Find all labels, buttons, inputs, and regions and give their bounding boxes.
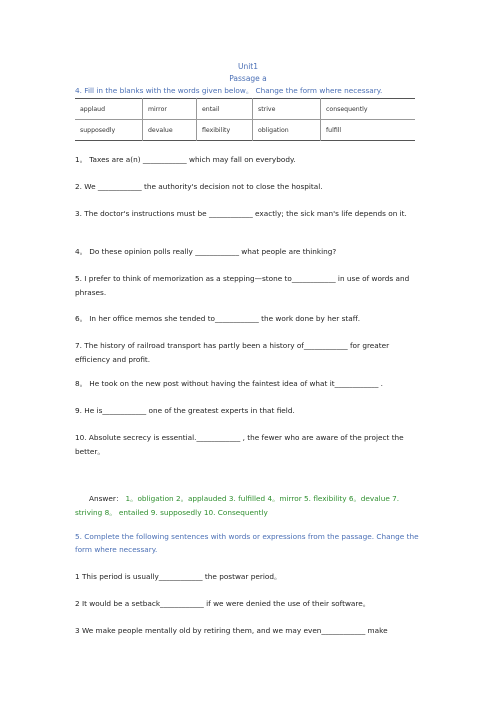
word-bank-row xyxy=(75,120,415,141)
passage-heading: Passage a xyxy=(229,74,267,83)
answer-key xyxy=(75,492,425,520)
word-cell: obligation xyxy=(253,120,321,141)
question-5: 5. I prefer to think of memorization as a stepping—stone to____________ in use of words and phrases. xyxy=(75,274,410,297)
word-cell: mirror xyxy=(143,99,197,120)
word-cell: strive xyxy=(253,99,321,120)
question-2: 2. We ____________ the authority's decision not to close the hospital. xyxy=(75,182,323,191)
question-9: 9. He is____________ one of the greatest experts in that field. xyxy=(75,406,295,415)
section5-question-1: 1 This period is usually____________ the postwar period。 xyxy=(75,572,282,581)
section5-instruction: 5. Complete the following sentences with words or expressions from the passage. Change the form where necessary. xyxy=(75,532,419,554)
question-3: 3. The doctor's instructions must be ____________ exactly; the sick man's life depends on it. xyxy=(75,209,407,218)
question-4: 4。 Do these opinion polls really ____________ what people are thinking? xyxy=(75,247,337,256)
question-8: 8。 He took on the new post without having the faintest idea of what it____________ . xyxy=(75,379,384,388)
answer-label: Answer： xyxy=(89,494,124,503)
word-cell: consequently xyxy=(321,99,416,120)
word-cell: fulfill xyxy=(326,126,342,134)
word-bank-row xyxy=(75,99,415,120)
section4-instruction: 4. Fill in the blanks with the words given below。 Change the form where necessary. xyxy=(75,86,383,95)
word-cell: entail xyxy=(197,99,253,120)
word-cell: devalue xyxy=(143,120,197,141)
section5-question-2: 2 It would be a setback____________ if we were denied the use of their software。 xyxy=(75,599,371,608)
word-bank-table xyxy=(75,98,415,141)
word-cell: flexibility xyxy=(197,120,253,141)
question-1: 1。 Taxes are a(n) ____________ which may fall on everybody. xyxy=(75,155,296,164)
section5-question-3: 3 We make people mentally old by retiring them, and we may even____________ make xyxy=(75,626,388,635)
answer-values: 1。obligation 2。applauded 3. fulfilled 4。mirror 5. flexibility 6。devalue 7. striving 8。 entailed 9. supposedly 10. Consequently xyxy=(75,494,400,517)
question-7: 7. The history of railroad transport has partly been a history of____________ for greater efficiency and profit. xyxy=(75,341,390,364)
word-cell: applaud xyxy=(75,99,143,120)
word-cell: supposedly xyxy=(75,120,143,141)
question-6: 6。 In her office memos she tended to____________ the work done by her staff. xyxy=(75,314,361,323)
unit-heading: Unit1 xyxy=(237,62,259,71)
question-10: 10. Absolute secrecy is essential.____________ , the fewer who are aware of the project the better。 xyxy=(75,433,404,456)
